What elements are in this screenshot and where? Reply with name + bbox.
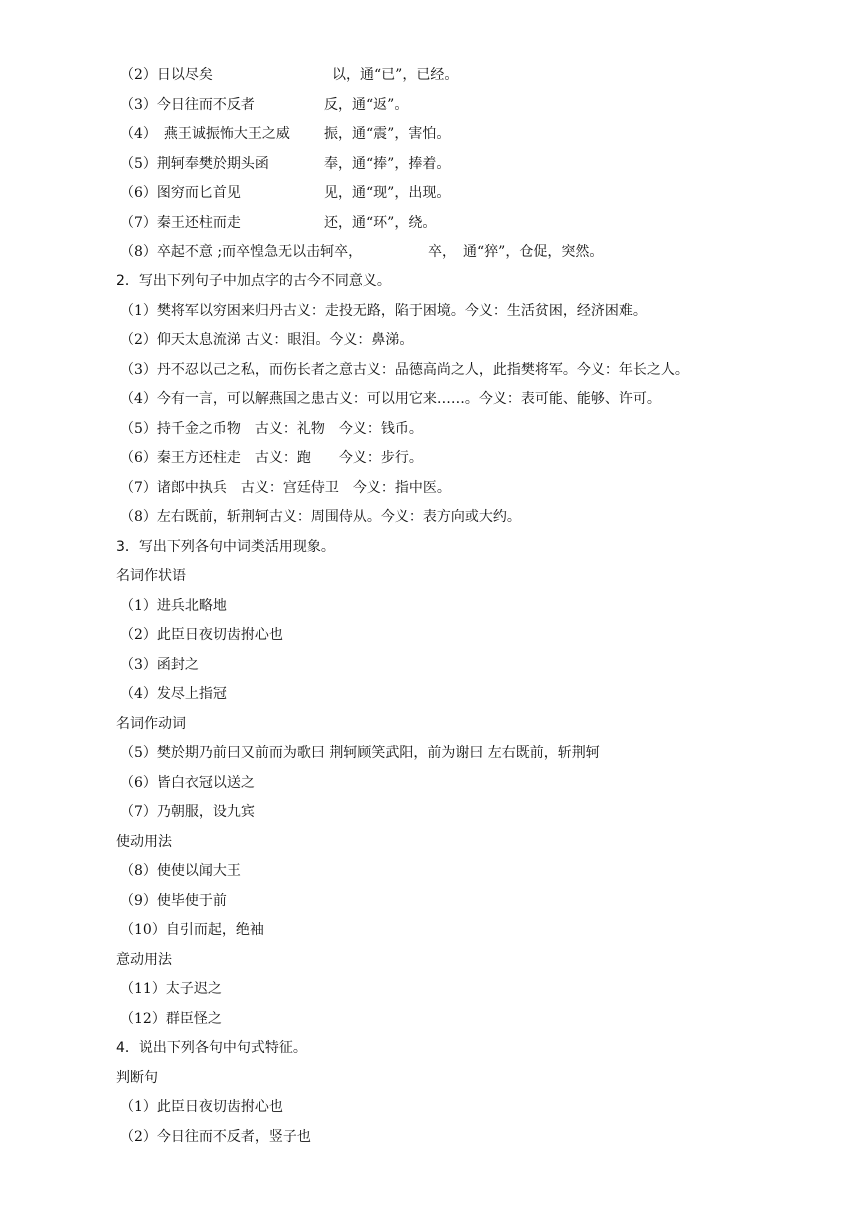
tongjia-gloss: 卒， 通“猝”，仓促，突然。 — [428, 244, 604, 260]
list-item: （7）诸郎中执兵 古义：宫廷侍卫 今义：指中医。 — [120, 480, 451, 496]
tongjia-gloss: 还，通“环”，绕。 — [324, 215, 437, 231]
tongjia-source: （4） 燕王诚振怖大王之威 — [120, 126, 290, 142]
list-item: （4）今有一言，可以解燕国之患古义：可以用它来……。今义：表可能、能够、许可。 — [120, 391, 661, 407]
tongjia-gloss: 以，通“已”，已经。 — [332, 67, 459, 83]
tongjia-source: （5）荆轲奉樊於期头函 — [120, 156, 269, 172]
tongjia-gloss: 奉，通“捧”，捧着。 — [324, 156, 451, 172]
list-item: （5）持千金之币物 古义：礼物 今义：钱币。 — [120, 421, 423, 437]
list-item: （6）皆白衣冠以送之 — [120, 775, 255, 791]
list-item: （8）使使以闻大王 — [120, 863, 241, 879]
tongjia-item — [120, 184, 451, 202]
tongjia-source: （7）秦王还柱而走 — [120, 215, 241, 231]
list-item: （6）秦王方还柱走 古义：跑 今义：步行。 — [120, 450, 423, 466]
list-item: （10）自引而起，绝袖 — [120, 922, 264, 938]
group-label: 名词作动词 — [116, 716, 186, 732]
list-item: （8）左右既前，斩荆轲古义：周围侍从。今义：表方向或大约。 — [120, 509, 521, 525]
list-item: （2）此臣日夜切齿拊心也 — [120, 627, 283, 643]
tongjia-source: （8）卒起不意 ;而卒惶急无以击轲卒， — [120, 244, 363, 260]
group-label: 判断句 — [116, 1070, 158, 1086]
tongjia-gloss: 见，通“现”，出现。 — [324, 185, 451, 201]
tongjia-item — [120, 125, 451, 143]
group-label: 使动用法 — [116, 834, 172, 850]
list-item: （2）仰天太息流涕 古义：眼泪。今义：鼻涕。 — [120, 332, 414, 348]
list-item: （11）太子迟之 — [120, 981, 222, 997]
tongjia-source: （6）图穷而匕首见 — [120, 185, 241, 201]
section-heading: 3．写出下列各句中词类活用现象。 — [116, 539, 335, 555]
list-item: （5）樊於期乃前曰又前而为歌曰 荆轲顾笑武阳，前为谢曰 左右既前，斩荆轲 — [120, 745, 600, 761]
list-item: （3）函封之 — [120, 657, 199, 673]
list-item: （1）进兵北略地 — [120, 598, 227, 614]
list-item: （4）发尽上指冠 — [120, 686, 227, 702]
tongjia-item — [120, 243, 604, 261]
list-item: （9）使毕使于前 — [120, 893, 227, 909]
list-item: （7）乃朝服，设九宾 — [120, 804, 255, 820]
tongjia-gloss: 反，通“返”。 — [324, 97, 409, 113]
section-heading: 2．写出下列句子中加点字的古今不同意义。 — [116, 273, 391, 289]
group-label: 名词作状语 — [116, 568, 186, 584]
list-item: （1）樊将军以穷困来归丹古义：走投无路，陷于困境。今义：生活贫困，经济困难。 — [120, 303, 647, 319]
list-item: （2）今日往而不反者，竖子也 — [120, 1129, 311, 1145]
group-label: 意动用法 — [116, 952, 172, 968]
section-heading: 4．说出下列各句中句式特征。 — [116, 1040, 307, 1056]
tongjia-source: （2）日以尽矣 — [120, 67, 213, 83]
list-item: （1）此臣日夜切齿拊心也 — [120, 1099, 283, 1115]
tongjia-item — [120, 155, 451, 173]
tongjia-item — [120, 214, 437, 232]
list-item: （3）丹不忍以己之私，而伤长者之意古义：品德高尚之人，此指樊将军。今义：年长之人。 — [120, 362, 689, 378]
tongjia-source: （3）今日往而不反者 — [120, 97, 255, 113]
list-item: （12）群臣怪之 — [120, 1011, 222, 1027]
tongjia-item — [120, 66, 459, 84]
tongjia-gloss: 振，通“震”，害怕。 — [324, 126, 451, 142]
tongjia-item — [120, 96, 409, 114]
